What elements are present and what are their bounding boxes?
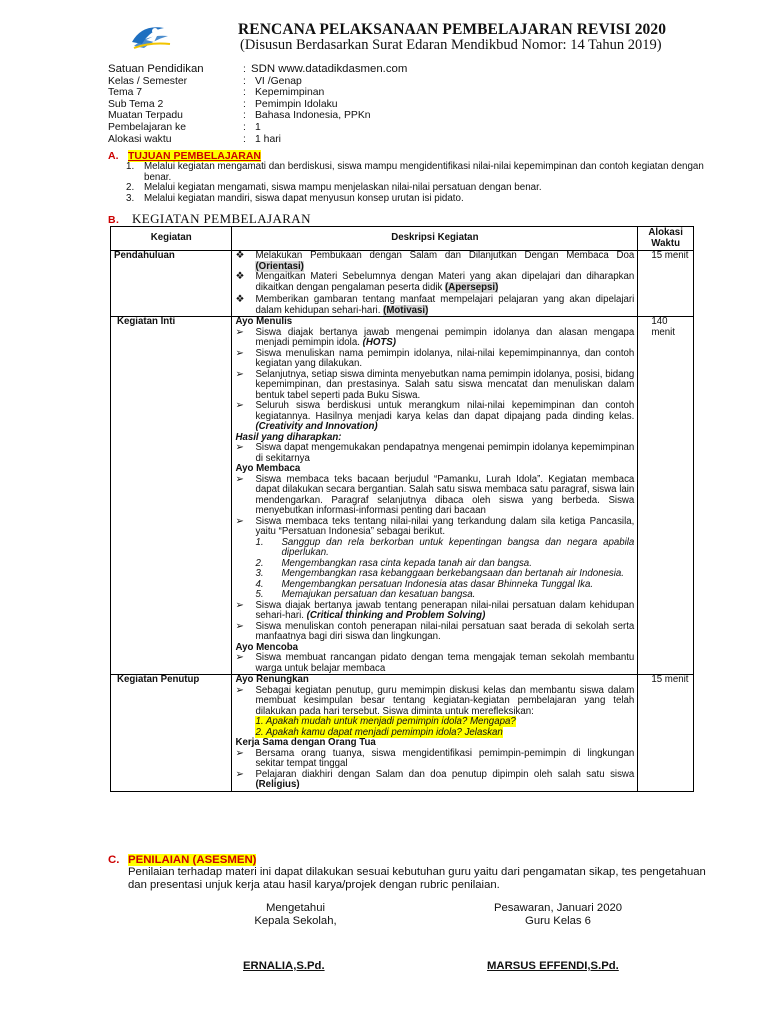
assessment-text: Penilaian terhadap materi ini dapat dilakukan sesuai kebutuhan guru yaitu dari pengamatan sikap, tes pengetahuan dan presentasi unjuk kerja atau hasil karya/projek dengan rubric penilaian. xyxy=(128,866,706,891)
header-kegiatan: Kegiatan xyxy=(111,227,232,251)
arrow-bullet-icon: ➢ xyxy=(235,515,244,527)
arrow-bullet-icon: ➢ xyxy=(235,620,244,632)
list-item: ❖ Mengaitkan Materi Sebelumnya dengan Materi yang akan dipelajari dan diharapkan dikaitkan dengan pengalaman peserta didik (Apersepsi) xyxy=(235,271,635,293)
teacher-name: MARSUS EFFENDI,S.Pd. xyxy=(487,960,619,972)
list-item: 1. Melalui kegiatan mengamati dan berdiskusi, siswa mampu mengidentifikasi nilai-nilai kepemimpinan dan contoh kegiatan dengan benar. xyxy=(126,161,704,183)
arrow-bullet-icon: ➢ xyxy=(235,368,244,380)
section-b-heading: B. KEGIATAN PEMBELAJARAN xyxy=(108,211,311,226)
identity-row: Kelas / Semester : VI /Genap xyxy=(108,75,302,87)
diamond-bullet-icon: ❖ xyxy=(235,271,245,282)
list-item: ➢ Seluruh siswa berdiskusi untuk merangkum nilai-nilai kepemimpinan dan contoh kegiatannya. Hasilnya menjadi karya kelas dan dapat dipajang pada dinding kelas. (Creativity and Innovation) xyxy=(235,400,635,432)
list-item: ❖ Melakukan Pembukaan dengan Salam dan Dilanjutkan Dengan Membaca Doa (Orientasi) xyxy=(235,250,635,272)
arrow-bullet-icon: ➢ xyxy=(235,747,244,759)
arrow-bullet-icon: ➢ xyxy=(235,599,244,611)
signature-left: Mengetahui Kepala Sekolah, xyxy=(254,902,337,927)
header-deskripsi: Deskripsi Kegiatan xyxy=(232,227,638,251)
arrow-bullet-icon: ➢ xyxy=(235,326,244,338)
arrow-bullet-icon: ➢ xyxy=(235,442,244,453)
header-alokasi: Alokasi Waktu xyxy=(638,227,694,251)
numbered-item: 2. Mengembangkan rasa cinta kepada tanah air dan bangsa. xyxy=(255,557,532,569)
numbered-item: 1. Sanggup dan rela berkorban untuk kepentingan bangsa dan negara apabila diperlukan. xyxy=(255,536,635,558)
section-c-title: PENILAIAN (ASESMEN) xyxy=(128,854,257,866)
list-item: ❖ Memberikan gambaran tentang manfaat mempelajari pelajaran yang akan dipelajari dalam kehidupan sehari-hari. (Motivasi) xyxy=(235,294,635,316)
list-item: ➢ Pelajaran diakhiri dengan Salam dan doa penutup dipimpin oleh salah satu siswa (Religius) xyxy=(235,768,635,790)
objectives-list xyxy=(108,162,708,204)
page-title: RENCANA PELAKSANAAN PEMBELAJARAN REVISI 2020 xyxy=(238,21,667,38)
arrow-bullet-icon: ➢ xyxy=(235,400,244,411)
arrow-bullet-icon: ➢ xyxy=(235,684,244,696)
ministry-logo xyxy=(128,22,172,50)
list-item: ➢ Siswa membuat rancangan pidato dengan tema mengajak teman sekolah membantu warga untuk belajar membaca xyxy=(235,652,635,674)
table-row-pendahuluan: Pendahuluan ❖ Melakukan Pembukaan dengan Salam dan Dilanjutkan Dengan Membaca Doa (Orientasi) ❖ Mengaitkan Materi Sebelumnya dengan Materi yang akan dipelajari dan diharapkan dikaitkan dengan pengalaman peserta didik (Apersepsi) ❖ Memberikan gambaran tentang manfaat mempelajari pelajaran yang akan dipelajari dalam kehidupan sehari-hari. (Motivasi) 15 menit xyxy=(111,251,694,317)
list-item: ➢ Siswa membaca teks bacaan berjudul “Pamanku, Lurah Idola”. Kegiatan membaca dapat dilakukan secara bergantian. Salah satu siswa membaca satu paragraf, siswa lain mendengarkan. Paragraf selanjutnya dibaca oleh siswa yang berbeda. Siswa menyebutkan informasi-informasi penting dari bacaan xyxy=(235,473,635,516)
arrow-bullet-icon: ➢ xyxy=(235,768,244,780)
activities-table xyxy=(110,226,694,792)
identity-row: Tema 7 : Kepemimpinan xyxy=(108,87,325,99)
section-b-title: KEGIATAN PEMBELAJARAN xyxy=(132,211,311,226)
list-item: ➢ Sebagai kegiatan penutup, guru memimpin diskusi kelas dan membantu siswa dalam membuat kesimpulan besar tentang kegiatan-kegiatan pembelajaran yang telah dilakukan pada hari tersebut. Siswa diminta untuk merefleksikan: xyxy=(235,684,635,717)
list-item: ➢ Siswa diajak bertanya jawab tentang penerapan nilai-nilai persatuan dalam kehidupan sehari-hari. (Critical thinking and Problem Solving) xyxy=(235,599,635,621)
list-item: ➢ Selanjutnya, setiap siswa diminta menyebutkan nama pemimpin idolanya, posisi, bidang kepemimpinan, dan prestasinya. Salah satu siswa mencatat dan menuliskan dalam bentuk tabel seperti pada Buku Siswa. xyxy=(235,368,635,401)
list-item: ➢ Siswa dapat mengemukakan pendapatnya mengenai pemimpin idolanya kepemimpinan di sekitarnya xyxy=(235,442,635,464)
arrow-bullet-icon: ➢ xyxy=(235,652,244,663)
list-item: ➢ Siswa menuliskan nama pemimpin idolanya, nilai-nilai kepemimpinannya, dan contoh kegiatan yang dilakukan. xyxy=(235,347,635,369)
identity-row: Satuan Pendidikan : SDN www.datadikdasmen.com xyxy=(108,63,408,75)
headmaster-name: ERNALIA,S.Pd. xyxy=(243,960,325,972)
list-item: ➢ Siswa diajak bertanya jawab mengenai pemimpin idolanya dan alasan mengapa menjadi pemimpin idola. (HOTS) xyxy=(235,326,635,348)
numbered-item: 4. Mengembangkan persatuan Indonesia atas dasar Bhinneka Tunggal Ika. xyxy=(255,578,594,590)
table-row-penutup: Kegiatan Penutup Ayo Renungkan ➢ Sebagai kegiatan penutup, guru memimpin diskusi kelas dan membantu siswa dalam membuat kesimpulan besar tentang kegiatan-kegiatan pembelajaran yang telah dilakukan pada hari tersebut. Siswa diminta untuk merefleksikan: 1. Apakah mudah untuk menjadi pemimpin idola? Mengapa? 2. Apakah kamu dapat menjadi pemimpin idola? Jelaskan Kerja Sama dengan Orang Tua ➢ Bersama orang tuanya, siswa mengidentifikasi pemimpin-pemimpin di lingkungan sekitar tempat tinggal ➢ Pelajaran diakhiri dengan Salam dan doa penutup dipimpin oleh salah satu siswa (Religius) 15 menit xyxy=(111,675,694,792)
numbered-item: 5. Memajukan persatuan dan kesatuan bangsa. xyxy=(255,589,476,600)
identity-row: Alokasi waktu : 1 hari xyxy=(108,133,281,145)
reflection-question: 2. Apakah kamu dapat menjadi pemimpin idola? Jelaskan xyxy=(255,726,503,738)
identity-block xyxy=(108,64,407,145)
section-c-heading: C. PENILAIAN (ASESMEN) xyxy=(108,854,257,866)
list-item: ➢ Siswa membaca teks tentang nilai-nilai yang terkandung dalam sila ketiga Pancasila, yaitu “Persatuan Indonesia” sebagai berikut. xyxy=(235,515,635,537)
list-item: ➢ Siswa menuliskan contoh penerapan nilai-nilai persatuan saat berada di sekolah serta manfaatnya bagi diri siswa dan lingkungan. xyxy=(235,620,635,642)
section-a-heading: A. TUJUAN PEMBELAJARAN xyxy=(108,150,262,162)
list-item: 3. Melalui kegiatan mandiri, siswa dapat menyusun konsep urutan isi pidato. xyxy=(126,192,464,204)
section-a-title: TUJUAN PEMBELAJARAN xyxy=(128,150,262,162)
identity-row: Sub Tema 2 : Pemimpin Idolaku xyxy=(108,98,338,110)
arrow-bullet-icon: ➢ xyxy=(235,473,244,485)
reflection-question: 1. Apakah mudah untuk menjadi pemimpin idola? Mengapa? xyxy=(255,716,516,727)
list-item: ➢ Bersama orang tuanya, siswa mengidentifikasi pemimpin-pemimpin di lingkungan sekitar tempat tinggal xyxy=(235,747,635,769)
table-row-inti: Kegiatan Inti Ayo Menulis ➢ Siswa diajak bertanya jawab mengenai pemimpin idolanya dan alasan mengapa menjadi pemimpin idola. (HOTS) ➢ Siswa menuliskan nama pemimpin idolanya, nilai-nilai kepemimpinannya, dan contoh kegiatan yang dilakukan. ➢ Selanjutnya, setiap siswa diminta menyebutkan nama pemimpin idolanya, posisi, bidang kepemimpinan, dan prestasinya. Salah satu siswa mencatat dan menuliskan dalam bentuk tabel seperti pada Buku Siswa. ➢ Seluruh siswa berdiskusi untuk merangkum nilai-nilai kepemimpinan dan contoh kegiatannya. Hasilnya menjadi karya kelas dan dapat dipajang pada dinding kelas. (Creativity and Innovation) Hasil yang diharapkan: ➢ Siswa dapat mengemukakan pendapatnya mengenai pemimpin idolanya kepemimpinan di sekitarnya Ayo Membaca ➢ Siswa membaca teks bacaan berjudul “Pamanku, Lurah Idola”. Kegiatan membaca dapat dilakukan secara bergantian. Salah satu siswa membaca satu paragraf, siswa lain mendengarkan. Paragraf selanjutnya dibaca oleh siswa yang berbeda. Siswa menyebutkan informasi-informasi penting dari bacaan ➢ Siswa membaca teks tentang nilai-nilai yang terkandung dalam sila ketiga Pancasila, yaitu “Persatuan Indonesia” sebagai berikut. 1. Sanggup dan rela berkorban untuk kepentingan bangsa dan negara apabila diperlukan. 2. Mengembangkan rasa cinta kepada tanah air dan bangsa. 3. Mengembangkan rasa kebanggaan berkebangsaan dan bertanah air Indonesia. 4. Mengembangkan persatuan Indonesia atas dasar Bhinneka Tunggal Ika. 5. Memajukan persatuan dan kesatuan bangsa. ➢ Siswa diajak bertanya jawab tentang penerapan nilai-nilai persatuan dalam kehidupan sehari-hari. (Critical thinking and Problem Solving) ➢ Siswa menuliskan contoh penerapan nilai-nilai persatuan saat berada di sekolah serta manfaatnya bagi diri siswa dan lingkungan. Ayo Mencoba ➢ Siswa membuat rancangan pidato dengan tema mengajak teman sekolah membantu warga untuk belajar membaca 140 menit xyxy=(111,317,694,675)
table-header-row xyxy=(111,227,694,251)
page-subtitle: (Disusun Berdasarkan Surat Edaran Mendikbud Nomor: 14 Tahun 2019) xyxy=(240,37,662,53)
signature-right: Pesawaran, Januari 2020 Guru Kelas 6 xyxy=(493,902,623,927)
diamond-bullet-icon: ❖ xyxy=(235,294,245,305)
diamond-bullet-icon: ❖ xyxy=(235,250,245,261)
list-item: 2. Melalui kegiatan mengamati, siswa mampu menjelaskan nilai-nilai persatuan dengan benar. xyxy=(126,182,542,194)
arrow-bullet-icon: ➢ xyxy=(235,347,244,359)
identity-row: Pembelajaran ke : 1 xyxy=(108,121,261,133)
identity-row: Muatan Terpadu : Bahasa Indonesia, PPKn xyxy=(108,110,371,122)
numbered-item: 3. Mengembangkan rasa kebanggaan berkebangsaan dan bertanah air Indonesia. xyxy=(255,568,625,579)
